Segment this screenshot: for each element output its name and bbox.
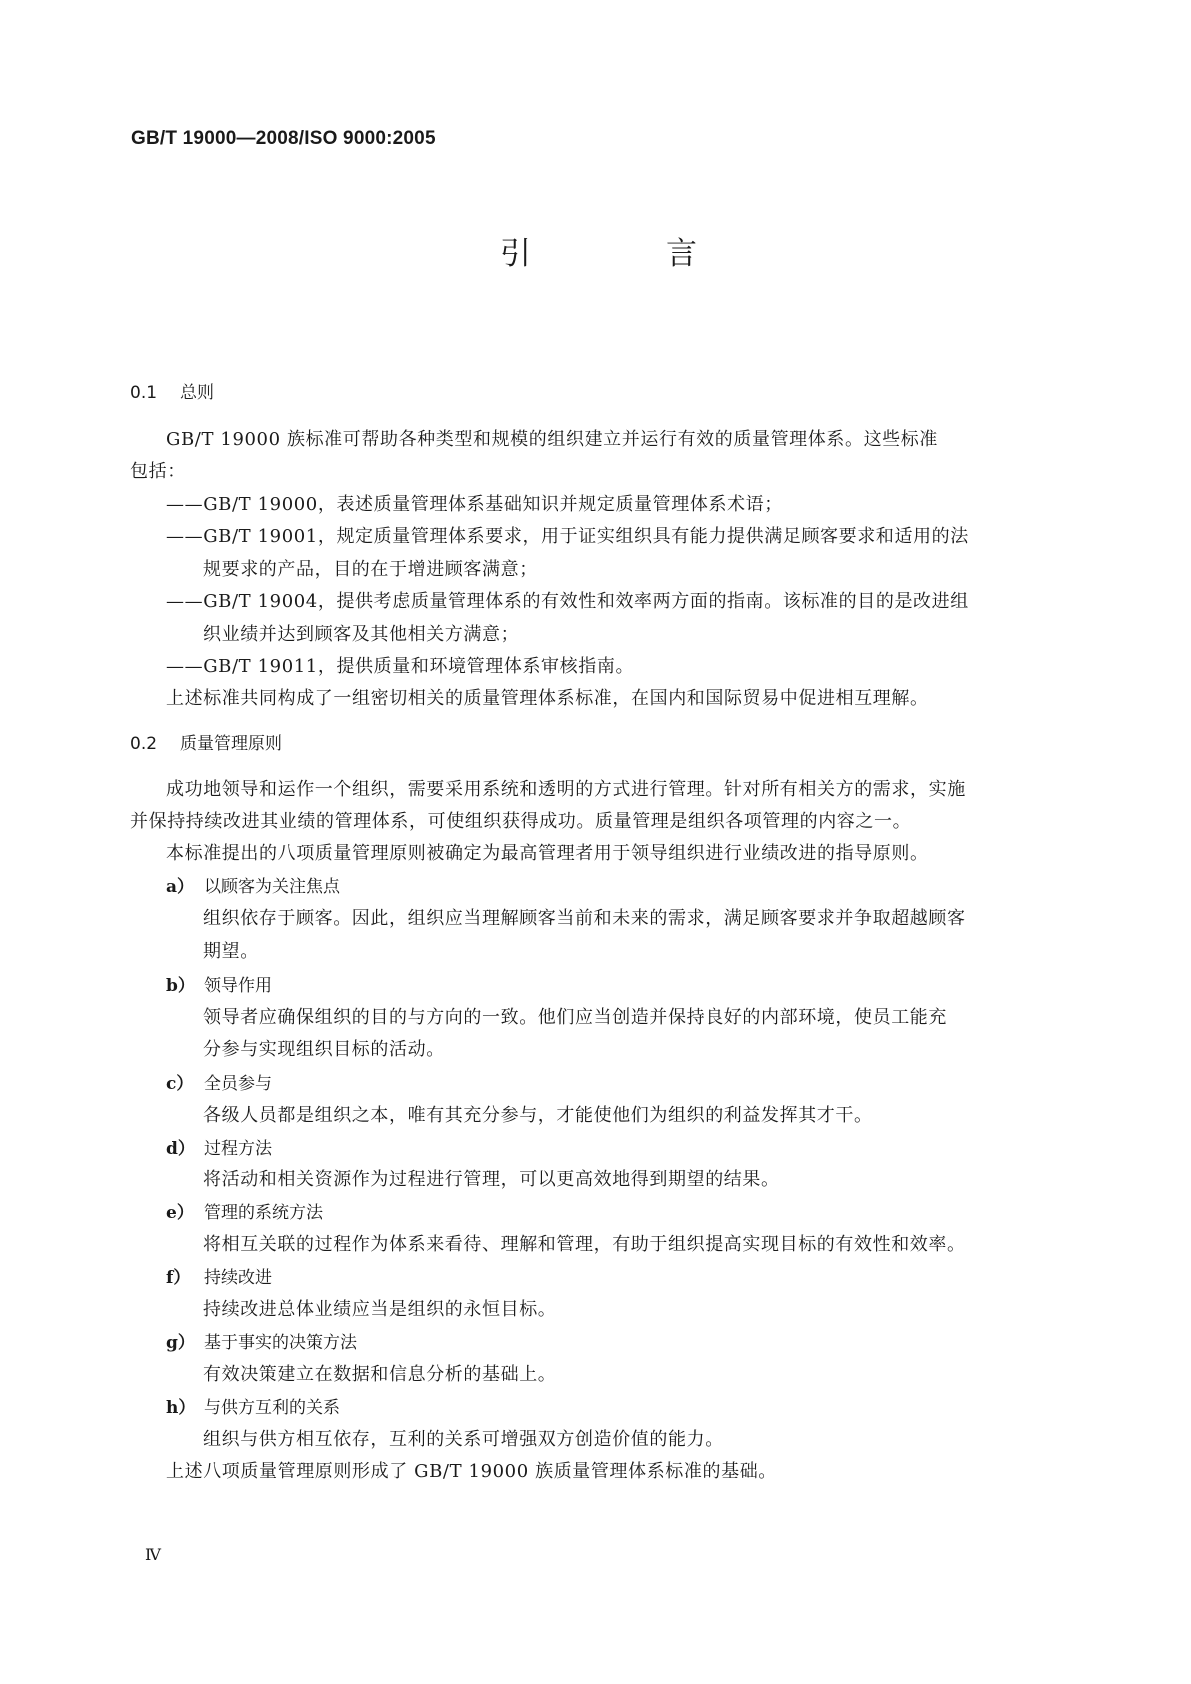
principle-c-heading: [166, 1069, 272, 1094]
principle-d-heading: [166, 1134, 272, 1159]
paragraph-line: 成功地领导和运作一个组织，需要采用系统和透明的方式进行管理。针对所有相关方的需求，实施: [166, 779, 966, 800]
item-title: 领导作用: [204, 976, 272, 996]
principle-b-text-continuation: 分参与实现组织目标的活动。: [203, 1039, 445, 1060]
paragraph-line: 包括：: [130, 461, 186, 482]
closing-paragraph: 上述八项质量管理原则形成了 GB/T 19000 族质量管理体系标准的基础。: [166, 1461, 777, 1482]
section-0-2-heading: [130, 729, 282, 754]
page-title: 引 言: [500, 236, 749, 272]
bullet-item-continuation: 规要求的产品，目的在于增进顾客满意；: [203, 559, 538, 580]
item-title: 持续改进: [204, 1268, 272, 1288]
principle-b-text: 领导者应确保组织的目的与方向的一致。他们应当创造并保持良好的内部环境，使员工能充: [203, 1007, 947, 1028]
paragraph-line: 并保持持续改进其业绩的管理体系，可使组织获得成功。质量管理是组织各项管理的内容之一。: [130, 811, 912, 832]
principle-a-heading: [166, 872, 340, 897]
item-label: h）: [166, 1398, 196, 1418]
item-label: d）: [166, 1139, 195, 1159]
principle-e-heading: [166, 1198, 323, 1223]
principle-h-text: 组织与供方相互依存，互利的关系可增强双方创造价值的能力。: [203, 1429, 724, 1450]
principle-b-heading: [166, 971, 272, 996]
principle-h-heading: [166, 1393, 340, 1418]
principle-f-heading: [166, 1263, 272, 1288]
principle-f-text: 持续改进总体业绩应当是组织的永恒目标。: [203, 1299, 557, 1320]
item-label: a）: [166, 877, 195, 897]
item-label: c）: [166, 1074, 194, 1094]
item-title: 管理的系统方法: [204, 1203, 323, 1223]
item-label: g）: [166, 1333, 195, 1353]
page-number: Ⅳ: [145, 1545, 161, 1564]
item-label: f）: [166, 1268, 191, 1288]
bullet-item: ——GB/T 19000，表述质量管理体系基础知识并规定质量管理体系术语；: [166, 494, 783, 515]
bullet-item: ——GB/T 19011，提供质量和环境管理体系审核指南。: [166, 656, 635, 677]
item-title: 全员参与: [204, 1074, 272, 1094]
section-0-1-heading: [130, 378, 214, 403]
item-title: 以顾客为关注焦点: [204, 877, 340, 897]
item-label: b）: [166, 976, 195, 996]
bullet-item-continuation: 织业绩并达到顾客及其他相关方满意；: [203, 624, 520, 645]
principle-a-text: 组织依存于顾客。因此，组织应当理解顾客当前和未来的需求，满足顾客要求并争取超越顾客: [203, 908, 966, 929]
section-title: 总则: [180, 383, 214, 403]
section-title: 质量管理原则: [180, 734, 282, 754]
item-title: 基于事实的决策方法: [204, 1333, 357, 1353]
principle-e-text: 将相互关联的过程作为体系来看待、理解和管理，有助于组织提高实现目标的有效性和效率。: [203, 1234, 966, 1255]
document-header: GB/T 19000—2008/ISO 9000:2005: [131, 128, 436, 149]
principle-g-heading: [166, 1328, 357, 1353]
paragraph-line: 上述标准共同构成了一组密切相关的质量管理体系标准，在国内和国际贸易中促进相互理解。: [166, 688, 929, 709]
bullet-item: ——GB/T 19001，规定质量管理体系要求，用于证实组织具有能力提供满足顾客要求和适用的法: [166, 526, 969, 547]
principle-a-text-continuation: 期望。: [203, 941, 259, 962]
principle-g-text: 有效决策建立在数据和信息分析的基础上。: [203, 1364, 557, 1385]
item-label: e）: [166, 1203, 194, 1223]
bullet-item: ——GB/T 19004，提供考虑质量管理体系的有效性和效率两方面的指南。该标准的目的是改进组: [166, 591, 969, 612]
section-number: 0.1: [130, 383, 158, 403]
item-title: 与供方互利的关系: [204, 1398, 340, 1418]
paragraph-line: GB/T 19000 族标准可帮助各种类型和规模的组织建立并运行有效的质量管理体系。这些标准: [166, 429, 938, 450]
principle-d-text: 将活动和相关资源作为过程进行管理，可以更高效地得到期望的结果。: [203, 1169, 780, 1190]
principle-c-text: 各级人员都是组织之本，唯有其充分参与，才能使他们为组织的利益发挥其才干。: [203, 1105, 873, 1126]
item-title: 过程方法: [204, 1139, 272, 1159]
paragraph-line: 本标准提出的八项质量管理原则被确定为最高管理者用于领导组织进行业绩改进的指导原则。: [166, 843, 929, 864]
section-number: 0.2: [130, 734, 158, 754]
